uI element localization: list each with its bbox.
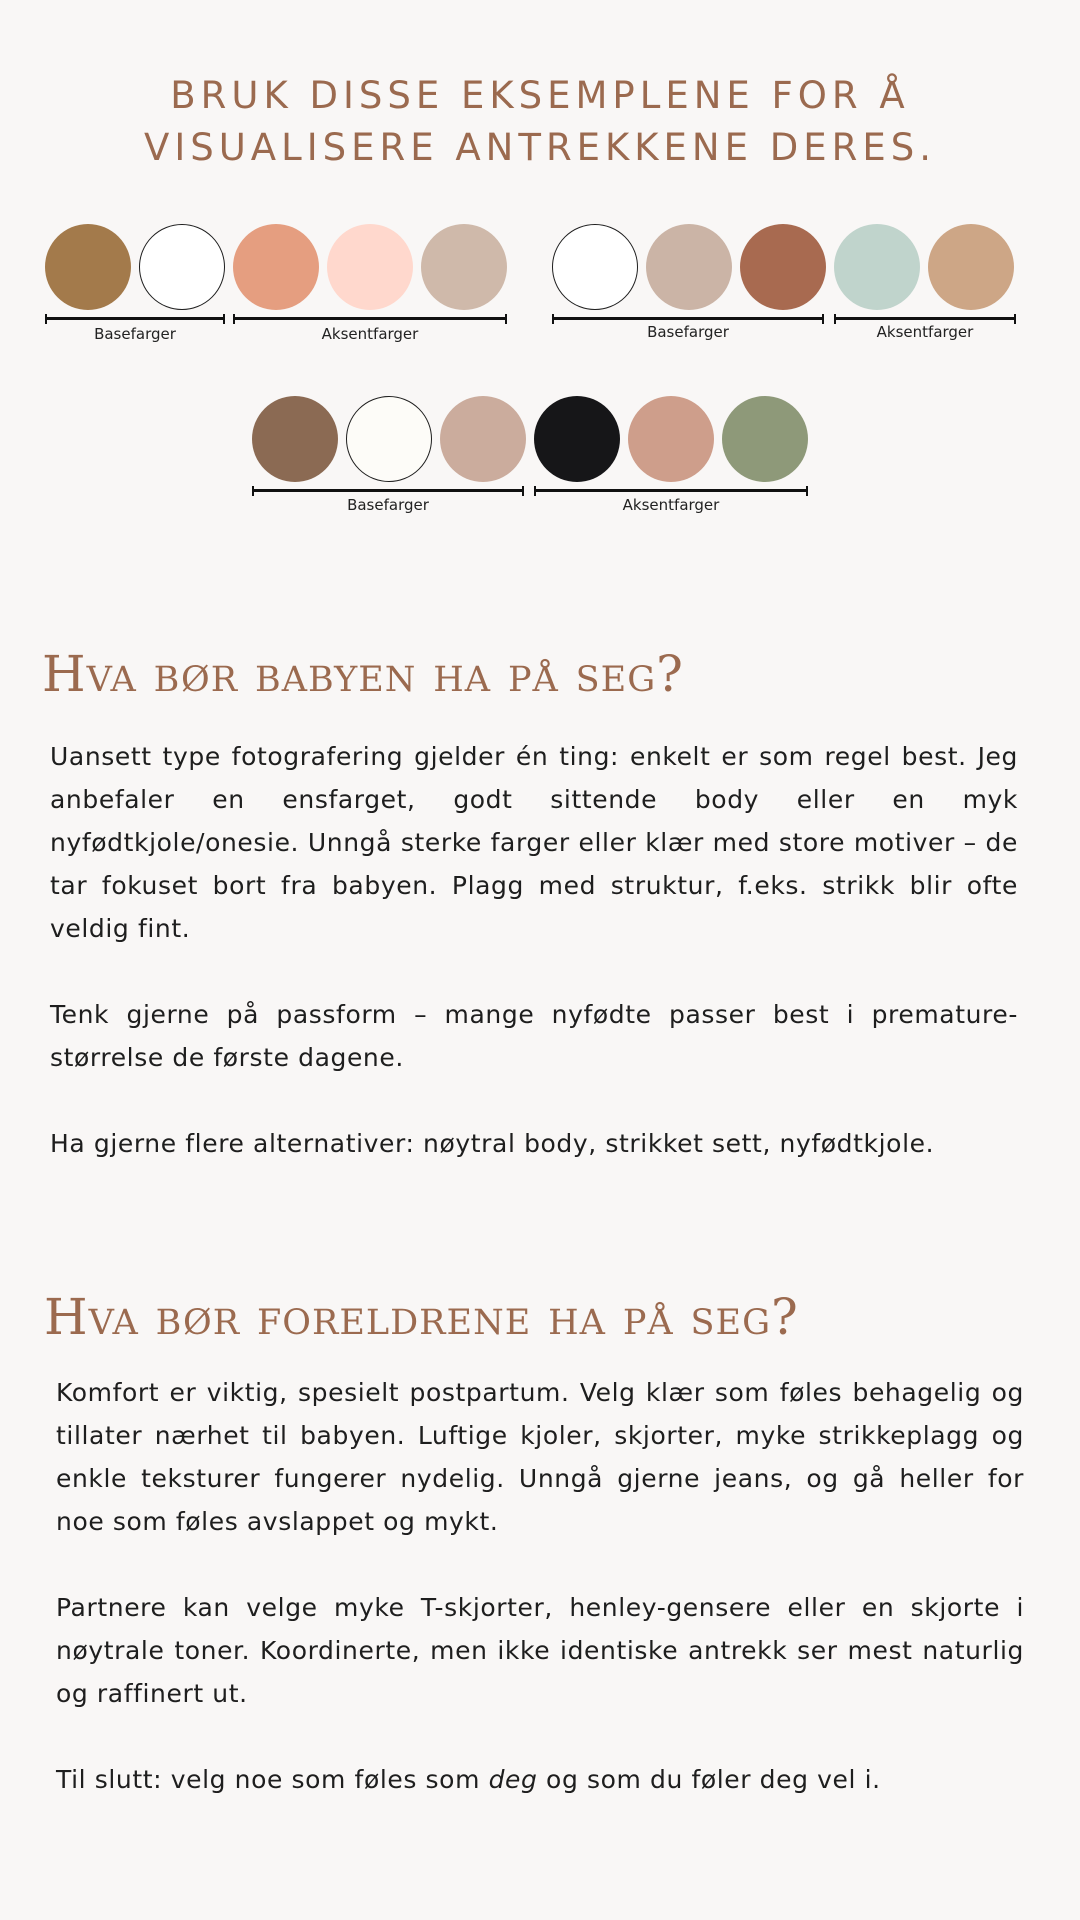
base-colors-label: Basefarger — [94, 325, 176, 343]
accent-colors-bracket — [534, 486, 808, 496]
color-swatch — [45, 224, 131, 310]
color-swatch — [740, 224, 826, 310]
base-colors-label: Basefarger — [647, 323, 729, 341]
closing-paragraph — [56, 1758, 1024, 1801]
color-swatch — [534, 396, 620, 482]
closing-text-end: og som du føler deg vel i. — [537, 1765, 881, 1794]
color-swatch — [646, 224, 732, 310]
palette-3 — [252, 396, 812, 516]
closing-text-start: Til slutt: velg noe som føles som — [56, 1765, 489, 1794]
paragraph: Komfort er viktig, spesielt postpartum. Velg klær som føles behagelig og tillater nærhet til babyen. Luftige kjoler, skjorter, myke strikkeplagg og enkle teksturer fungerer nydelig. Unngå gjerne jeans, og gå heller for noe som føles avslappet og mykt. — [56, 1378, 1024, 1536]
paragraph: Tenk gjerne på passform – mange nyfødte passer best i premature-størrelse de første dagene. — [50, 1000, 1018, 1072]
palette-1 — [45, 224, 510, 344]
accent-colors-bracket — [233, 314, 507, 324]
color-swatch — [139, 224, 225, 310]
paragraph: Ha gjerne flere alternativer: nøytral body, strikket sett, nyfødtkjole. — [50, 1129, 935, 1158]
page-title — [0, 70, 1080, 174]
color-swatch — [421, 224, 507, 310]
base-colors-bracket — [252, 486, 524, 496]
accent-colors-label: Aksentfarger — [622, 496, 720, 514]
color-swatch — [252, 396, 338, 482]
palette-2 — [552, 224, 1017, 344]
closing-text-emphasis: deg — [488, 1765, 538, 1794]
title-line-2: VISUALISERE ANTREKKENE DERES. — [144, 126, 936, 169]
color-swatch — [628, 396, 714, 482]
accent-colors-label: Aksentfarger — [876, 323, 974, 341]
color-swatch — [327, 224, 413, 310]
base-colors-label: Basefarger — [347, 496, 429, 514]
color-swatch — [722, 396, 808, 482]
base-colors-bracket — [45, 314, 225, 324]
title-line-1: BRUK DISSE EKSEMPLENE FOR Å — [170, 74, 910, 117]
section-body-baby — [50, 735, 1018, 1208]
color-swatch — [834, 224, 920, 310]
color-swatch — [928, 224, 1014, 310]
color-swatch — [440, 396, 526, 482]
accent-colors-label: Aksentfarger — [321, 325, 419, 343]
section-heading-baby: Hva bør babyen ha på seg? — [42, 645, 684, 703]
paragraph: Uansett type fotografering gjelder én ting: enkelt er som regel best. Jeg anbefaler en ensfarget, godt sittende body eller en myk nyfødtkjole/onesie. Unngå sterke farger eller klær med store motiver – de tar fokuset bort fra babyen. Plagg med struktur, f.eks. strikk blir ofte veldig fint. — [50, 742, 1018, 943]
color-swatch — [552, 224, 638, 310]
section-heading-parents: Hva bør foreldrene ha på seg? — [44, 1288, 799, 1346]
color-swatch — [346, 396, 432, 482]
color-swatch — [233, 224, 319, 310]
paragraph: Partnere kan velge myke T-skjorter, henley-gensere eller en skjorte i nøytrale toner. Koordinerte, men ikke identiske antrekk ser mest naturlig og raffinert ut. — [56, 1593, 1024, 1708]
section-body-parents — [56, 1371, 1024, 1844]
